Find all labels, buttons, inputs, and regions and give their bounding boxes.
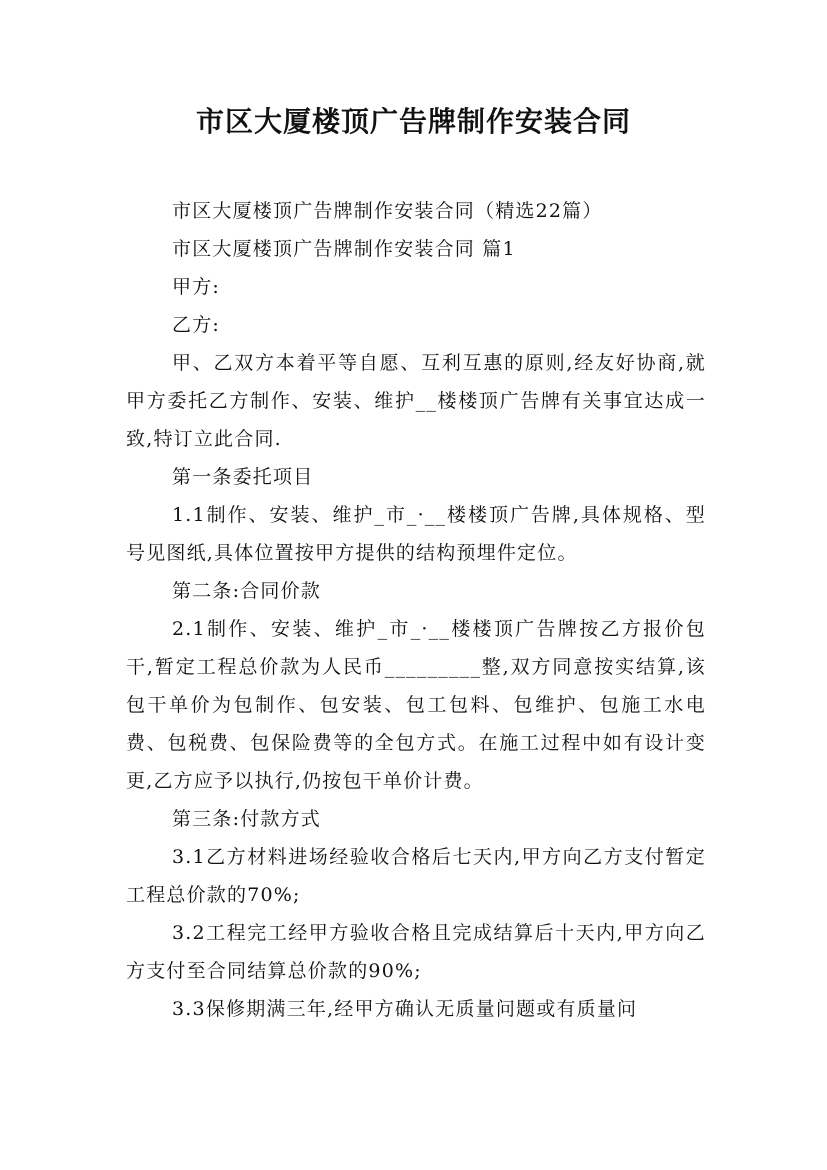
document-body xyxy=(126,192,706,1028)
article-2-heading: 第二条:合同价款 xyxy=(172,580,322,602)
subtitle-paragraph: 市区大厦楼顶广告牌制作安装合同（精选22篇） xyxy=(172,200,603,222)
section-heading: 市区大厦楼顶广告牌制作安装合同 篇1 xyxy=(172,238,516,260)
preamble-paragraph: 甲、乙双方本着平等自愿、互利互惠的原则,经友好协商,就甲方委托乙方制作、安装、维护__楼楼顶广告牌有关事宜达成一致,特订立此合同. xyxy=(126,352,706,450)
clause-3-3: 3.3保修期满三年,经甲方确认无质量问题或有质量问 xyxy=(172,998,638,1020)
clause-3-2: 3.2工程完工经甲方验收合格且完成结算后十天内,甲方向乙方支付至合同结算总价款的90%; xyxy=(126,922,706,982)
party-b-line: 乙方: xyxy=(172,314,221,336)
document-title: 市区大厦楼顶广告牌制作安装合同 xyxy=(195,105,631,138)
clause-3-1: 3.1乙方材料进场经验收合格后七天内,甲方向乙方支付暂定工程总价款的70%; xyxy=(126,846,706,906)
clause-1-1: 1.1制作、安装、维护_市_·__楼楼顶广告牌,具体规格、型号见图纸,具体位置按甲方提供的结构预埋件定位。 xyxy=(126,504,706,564)
clause-2-1: 2.1制作、安装、维护_市_·__楼楼顶广告牌按乙方报价包干,暂定工程总价款为人民币_________整,双方同意按实结算,该包干单价为包制作、包安装、包工包料、包维护、包施工水电费、包税费、包保险费等的全包方式。在施工过程中如有设计变更,乙方应予以执行,仍按包干单价计费。 xyxy=(126,618,706,792)
article-3-heading: 第三条:付款方式 xyxy=(172,808,322,830)
party-a-line: 甲方: xyxy=(172,276,221,298)
article-1-heading: 第一条委托项目 xyxy=(172,466,314,488)
